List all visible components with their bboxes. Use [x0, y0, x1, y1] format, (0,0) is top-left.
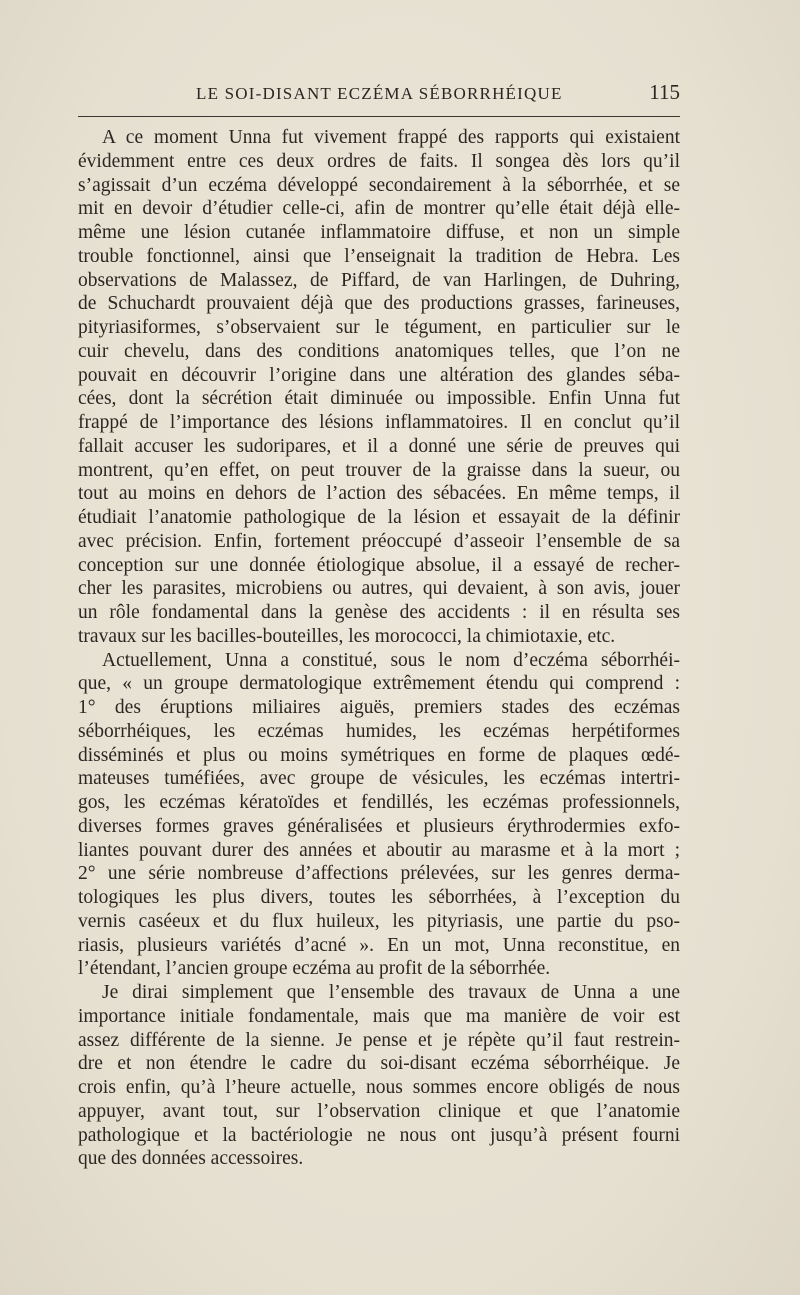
text-line: que des données accessoires.: [78, 1148, 304, 1170]
text-line: A ce moment Unna fut vivement frappé des rapports qui existaient: [102, 127, 680, 148]
page-header: [78, 78, 680, 112]
text-line: importance initiale fondamentale, mais que ma manière de voir est: [78, 1005, 680, 1027]
text-line: diverses formes graves généralisées et plusieurs érythrodermies exfo-: [78, 815, 680, 837]
text-line: 2° une série nombreuse d’affections prélevées, sur les genres derma-: [78, 863, 680, 885]
text-line: frappé de l’importance des lésions inflammatoires. Il en conclut qu’il: [78, 412, 680, 433]
text-line: s’agissait d’un eczéma développé secondairement à la séborrhée, et se: [78, 174, 680, 196]
text-line: avec précision. Enfin, fortement préoccupé d’asseoir l’ensemble de sa: [78, 530, 680, 552]
text-line: pouvait en découvrir l’origine dans une altération des glandes séba-: [78, 364, 680, 386]
text-line: tout au moins en dehors de l’action des sébacées. En même temps, il: [78, 483, 680, 505]
text-line: riasis, plusieurs variétés d’acné ». En un mot, Unna reconstitue, en: [78, 934, 680, 956]
text-line: 1° des éruptions miliaires aiguës, premiers stades des eczémas: [78, 697, 680, 718]
text-line: disséminés et plus ou moins symétriques en forme de plaques œdé-: [78, 744, 680, 766]
text-line: fallait accuser les sudoripares, et il a donné une série de preuves qui: [78, 435, 680, 457]
text-line: Actuellement, Unna a constitué, sous le nom d’eczéma séborrhéi-: [102, 649, 680, 671]
text-line: séborrhéiques, les eczémas humides, les eczémas herpétiformes: [78, 720, 680, 742]
text-line: pathologique et la bactériologie ne nous ont jusqu’à présent fourni: [78, 1124, 680, 1146]
header-rule: [78, 116, 680, 117]
text-line: crois enfin, qu’à l’heure actuelle, nous sommes encore obligés de nous: [78, 1077, 680, 1098]
text-line: mit en devoir d’étudier celle-ci, afin de montrer qu’elle était déjà elle-: [78, 198, 680, 220]
text-line: vernis caséeux et du flux huileux, les pityriasis, une partie du pso-: [78, 910, 680, 932]
text-line: observations de Malassez, de Piffard, de van Harlingen, de Duhring,: [78, 269, 680, 291]
text-line: même une lésion cutanée inflammatoire diffuse, et non un simple: [78, 222, 680, 243]
text-line: trouble fonctionnel, ainsi que l’enseignait la tradition de Hebra. Les: [78, 245, 680, 267]
text-line: un rôle fondamental dans la genèse des accidents : il en résulta ses: [78, 602, 680, 623]
text-line: appuyer, avant tout, sur l’observation clinique et que l’anatomie: [78, 1100, 680, 1122]
text-line: travaux sur les bacilles-bouteilles, les morococci, la chimiotaxie, etc.: [78, 625, 616, 647]
page-number: 115: [649, 80, 680, 104]
text-line: mateuses tuméfiées, avec groupe de vésicules, les eczémas intertri-: [78, 768, 680, 790]
running-title: LE SOI-DISANT ECZÉMA SÉBORRHÉIQUE: [196, 84, 563, 103]
text-line: gos, les eczémas kératoïdes et fendillés, les eczémas professionnels,: [78, 792, 680, 813]
text-line: conception sur une donnée étiologique absolue, il a essayé de recher-: [78, 554, 680, 576]
text-line: assez différente de la sienne. Je pense et je répète qu’il faut restrein-: [78, 1029, 680, 1051]
body-text: [78, 126, 680, 1171]
text-line: dre et non étendre le cadre du soi-disant eczéma séborrhéique. Je: [78, 1053, 680, 1075]
text-line: de Schuchardt prouvaient déjà que des productions grasses, farineuses,: [78, 293, 680, 315]
text-line: montrent, qu’en effet, on peut trouver de la graisse dans la sueur, ou: [78, 459, 680, 481]
text-line: cées, dont la sécrétion était diminuée ou impossible. Enfin Unna fut: [78, 388, 680, 410]
text-line: que, « un groupe dermatologique extrêmement étendu qui comprend :: [78, 673, 680, 695]
text-line: pityriasiformes, s’observaient sur le tégument, en particulier sur le: [78, 317, 680, 338]
text-line: évidemment entre ces deux ordres de faits. Il songea dès lors qu’il: [78, 150, 680, 172]
text-line: Je dirai simplement que l’ensemble des travaux de Unna a une: [102, 982, 680, 1003]
text-line: étudiait l’anatomie pathologique de la lésion et essayait de la définir: [78, 507, 680, 528]
text-line: tologiques les plus divers, toutes les séborrhées, à l’exception du: [78, 887, 680, 908]
text-line: l’étendant, l’ancien groupe eczéma au profit de la séborrhée.: [78, 958, 551, 980]
text-line: liantes pouvant durer des années et aboutir au marasme et à la mort ;: [78, 839, 680, 861]
text-line: cher les parasites, microbiens ou autres, qui devaient, à son avis, jouer: [78, 578, 680, 600]
text-line: cuir chevelu, dans des conditions anatomiques telles, que l’on ne: [78, 340, 680, 362]
